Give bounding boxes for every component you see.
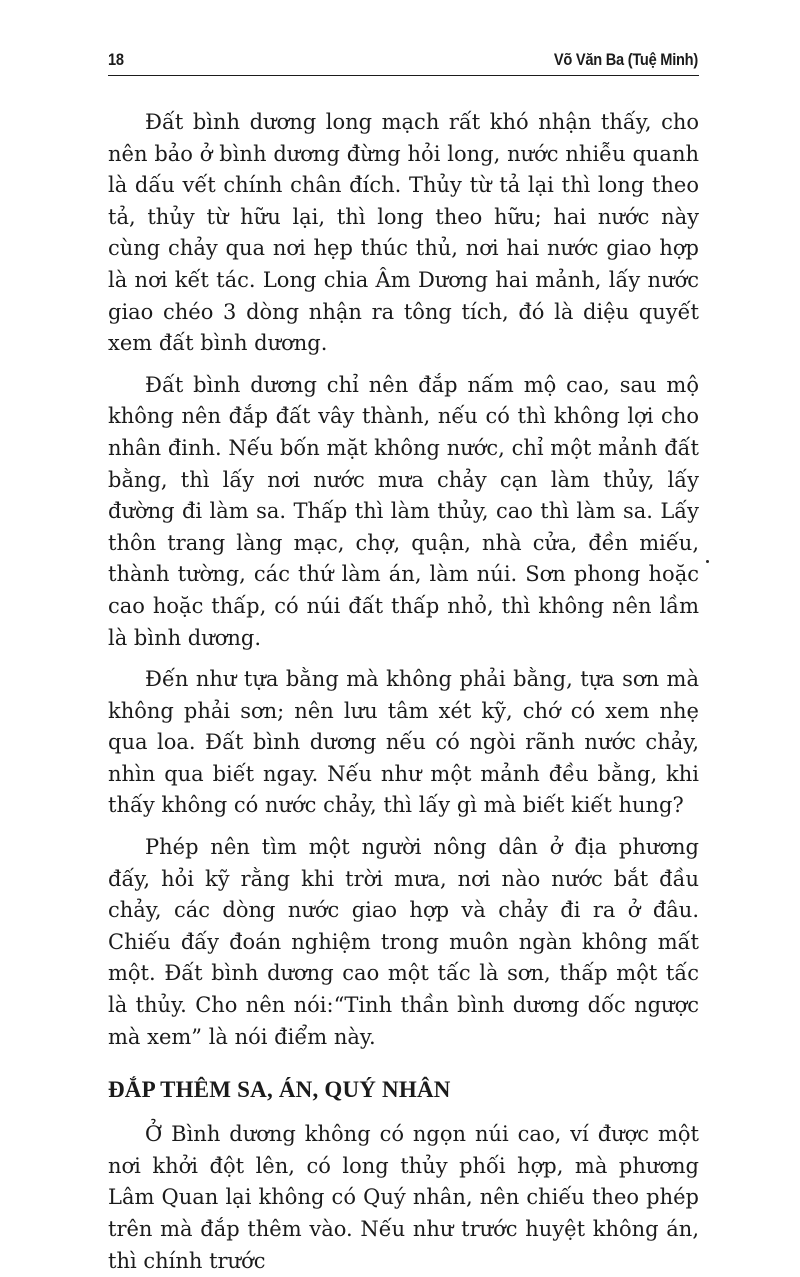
paragraph-2: Đất bình dương chỉ nên đắp nấm mộ cao, sau mộ không nên đắp đất vây thành, nếu có thì không lợi cho nhân đinh. Nếu bốn mặt không nước, chỉ một mảnh đất bằng, thì lấy nơi nước mưa chảy cạn làm thủy, lấy đường đi làm sa. Thấp thì làm thủy, cao thì làm sa. Lấy thôn trang làng mạc, chợ, quận, nhà cửa, đền miếu, thành tường, các thứ làm án, làm núi. Sơn phong hoặc cao hoặc thấp, có núi đất thấp nhỏ, thì không nên lầm là bình dương. — [108, 372, 699, 650]
page-number: 18 — [108, 50, 124, 69]
page-body — [108, 107, 699, 1277]
running-head — [108, 50, 698, 76]
header-rule — [108, 75, 699, 76]
paragraph-4: Phép nên tìm một người nông dân ở địa phương đấy, hỏi kỹ rằng khi trời mưa, nơi nào nước bắt đầu chảy, các dòng nước giao hợp và chảy đi ra ở đâu. Chiếu đấy đoán nghiệm trong muôn ngàn không mất một. Đất bình dương cao một tấc là sơn, thấp một tấc là thủy. Cho nên nói:“Tinh thần bình dương dốc ngược mà xem” là nói điểm này. — [108, 835, 699, 1049]
section-paragraph: Ở Bình dương không có ngọn núi cao, ví được một nơi khởi đột lên, có long thủy phối hợp, mà phương Lâm Quan lại không có Quý nhân, nên chiếu theo phép trên mà đắp thêm vào. Nếu như trước huyệt không án, thì chính trước — [108, 1122, 699, 1273]
paragraph-3: Đến như tựa bằng mà không phải bằng, tựa sơn mà không phải sơn; nên lưu tâm xét kỹ, chớ có xem nhẹ qua loa. Đất bình dương nếu có ngòi rãnh nước chảy, nhìn qua biết ngay. Nếu như một mảnh đều bằng, khi thấy không có nước chảy, thì lấy gì mà biết kiết hung? — [108, 667, 699, 818]
section-heading: ĐẮP THÊM SA, ÁN, QUÝ NHÂN — [108, 1077, 451, 1103]
print-speck — [706, 560, 709, 563]
running-title: Võ Văn Ba (Tuệ Minh) — [553, 50, 698, 69]
paragraph-1: Đất bình dương long mạch rất khó nhận thấy, cho nên bảo ở bình dương đừng hỏi long, nước nhiễu quanh là dấu vết chính chân đích. Thủy từ tả lại thì long theo tả, thủy từ hữu lại, thì long theo hữu; hai nước này cùng chảy qua nơi hẹp thúc thủ, nơi hai nước giao hợp là nơi kết tác. Long chia Âm Dương hai mảnh, lấy nước giao chéo 3 dòng nhận ra tông tích, đó là diệu quyết xem đất bình dương. — [108, 110, 699, 356]
